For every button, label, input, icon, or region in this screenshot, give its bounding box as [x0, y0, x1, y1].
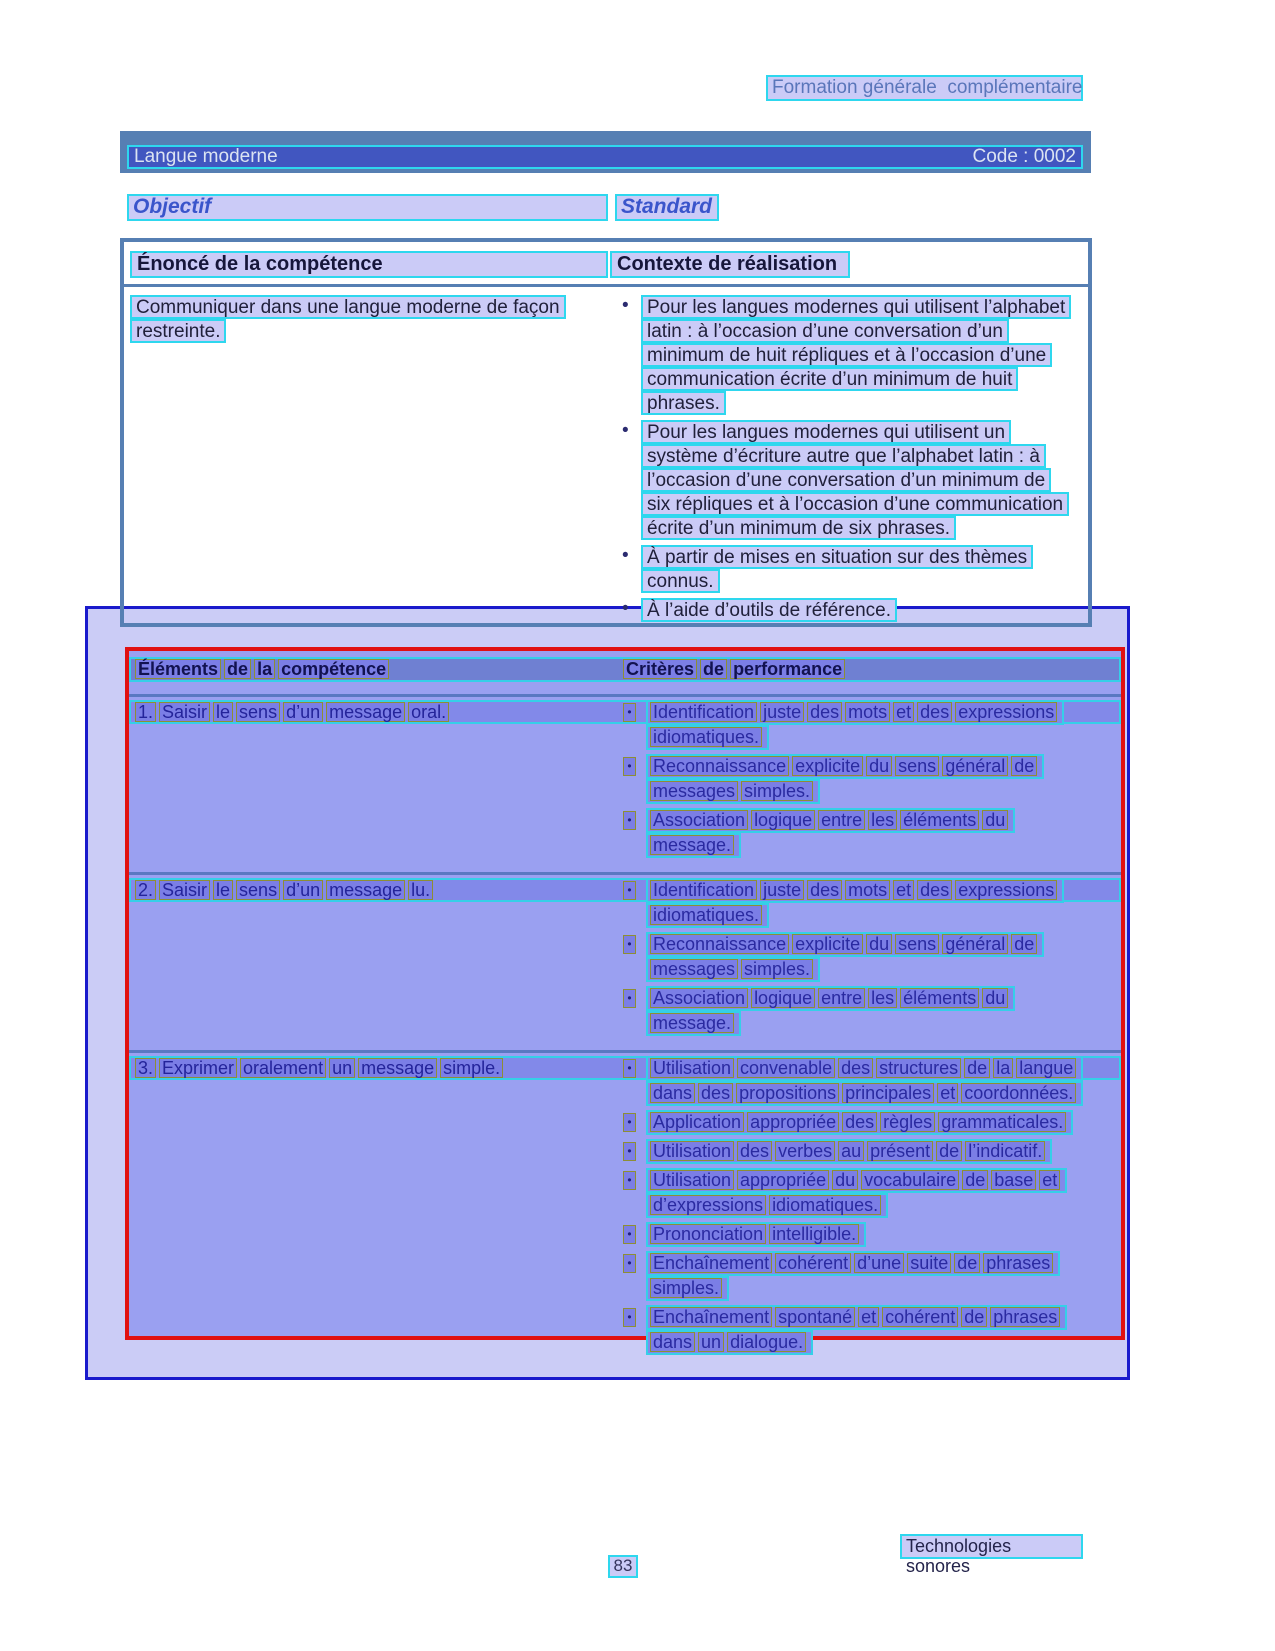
context-line: minimum de huit répliques et à l’occasion d’une	[641, 343, 1052, 367]
bullet-icon: •	[622, 295, 629, 316]
word-box: du	[866, 934, 892, 954]
bullet-icon: •	[623, 757, 636, 776]
word-box: de	[700, 659, 727, 679]
word-box: la	[993, 1058, 1013, 1078]
word-box: messages	[650, 959, 738, 979]
word-box: sens	[895, 756, 939, 776]
criteria-item	[623, 1251, 1121, 1301]
word-box: de	[1011, 934, 1037, 954]
word-box: de	[224, 659, 251, 679]
criteria-line	[646, 932, 1044, 957]
bullet-icon: •	[622, 420, 629, 441]
context-line: Pour les langues modernes qui utilisent l’alphabet	[641, 295, 1071, 319]
context-item-lines	[641, 545, 1033, 593]
context-item	[619, 545, 1088, 593]
word-box: Enchaînement	[650, 1253, 772, 1273]
context-item	[619, 295, 1088, 415]
word-box: des	[807, 880, 842, 900]
word-box: des	[807, 702, 842, 722]
criteria-line	[646, 700, 1064, 725]
word-box: message.	[650, 1013, 734, 1033]
word-box: Saisir	[159, 880, 210, 900]
context-item-lines	[641, 598, 897, 622]
header-cells	[129, 657, 1121, 680]
contexte-header: Contexte de réalisation	[610, 251, 850, 278]
criteria-line	[646, 1330, 813, 1355]
word-box: explicite	[792, 934, 863, 954]
word-box: Utilisation	[650, 1058, 734, 1078]
word-box: du	[866, 756, 892, 776]
word-box: Reconnaissance	[650, 756, 789, 776]
elements-table	[125, 647, 1125, 1352]
word-box: coordonnées.	[961, 1083, 1076, 1103]
bullet-icon: •	[623, 811, 636, 830]
word-box: idiomatiques.	[650, 727, 762, 747]
word-box: l’indicatif.	[965, 1141, 1045, 1161]
word-box: message	[326, 702, 405, 722]
word-box: le	[213, 880, 233, 900]
word-box: présent	[867, 1141, 933, 1161]
bullet-icon: •	[623, 935, 636, 954]
criteria-item-lines	[646, 986, 1015, 1036]
word-box: grammaticales.	[938, 1112, 1066, 1132]
word-box: suite	[907, 1253, 951, 1273]
word-box: Reconnaissance	[650, 934, 789, 954]
criteria-line	[646, 1011, 741, 1036]
elements-header-cell	[129, 657, 621, 680]
word-box: un	[329, 1058, 355, 1078]
header-note: Formation générale complémentaire	[766, 75, 1083, 101]
word-box: d’une	[854, 1253, 904, 1273]
contexte-header-cell	[610, 251, 1088, 284]
word-box: cohérent	[882, 1307, 958, 1327]
context-line: phrases.	[641, 391, 726, 415]
context-line: À partir de mises en situation sur des thèmes	[641, 545, 1033, 569]
word-box: principales	[842, 1083, 934, 1103]
criteria-item-lines	[646, 1168, 1067, 1218]
context-line: connus.	[641, 569, 720, 593]
word-box: de	[961, 1307, 987, 1327]
competence-table-body	[124, 287, 1088, 627]
word-box: Association	[650, 988, 748, 1008]
word-box: Association	[650, 810, 748, 830]
context-line: communication écrite d’un minimum de huit	[641, 367, 1018, 391]
context-line: écrite d’un minimum de six phrases.	[641, 516, 956, 540]
word-box: appropriée	[737, 1170, 829, 1190]
competence-table-header	[124, 242, 1088, 287]
word-box: logique	[751, 988, 815, 1008]
word-box: base	[991, 1170, 1036, 1190]
row-cells	[129, 1056, 1121, 1359]
criteria-line	[646, 725, 769, 750]
word-box: au	[838, 1141, 864, 1161]
bullet-icon: •	[623, 703, 636, 722]
word-box: propositions	[736, 1083, 839, 1103]
word-box: les	[868, 810, 897, 830]
criteria-item-lines	[646, 878, 1064, 928]
element-row	[129, 697, 1121, 872]
criteria-line	[646, 1276, 729, 1301]
word-box: messages	[650, 781, 738, 801]
criteria-item	[623, 1056, 1121, 1106]
criteria-line	[646, 986, 1015, 1011]
word-box: verbes	[775, 1141, 835, 1161]
word-box: simple.	[440, 1058, 503, 1078]
criteria-line	[646, 1193, 888, 1218]
word-box: idiomatiques.	[769, 1195, 881, 1215]
criteria-item-lines	[646, 932, 1044, 982]
criteria-item	[623, 754, 1121, 804]
criteria-item-lines	[646, 808, 1015, 858]
word-box: 1.	[135, 702, 156, 722]
word-box: un	[698, 1332, 724, 1352]
enonce-header: Énoncé de la compétence	[130, 251, 608, 278]
word-box: phrases	[983, 1253, 1053, 1273]
word-box: idiomatiques.	[650, 905, 762, 925]
page-number: 83	[608, 1555, 638, 1578]
word-box: message.	[650, 835, 734, 855]
criteria-item	[623, 1222, 1121, 1247]
word-box: simples.	[741, 959, 813, 979]
word-box: de	[962, 1170, 988, 1190]
word-box: entre	[818, 810, 865, 830]
criteria-item	[623, 1168, 1121, 1218]
bullet-icon: •	[623, 1113, 636, 1132]
word-box: Utilisation	[650, 1170, 734, 1190]
word-box: dans	[650, 1332, 695, 1352]
word-box: de	[964, 1058, 990, 1078]
context-list	[610, 295, 1088, 627]
word-box: oral.	[408, 702, 449, 722]
criteria-line	[646, 754, 1044, 779]
elements-header	[135, 657, 392, 680]
word-box: mots	[845, 702, 890, 722]
context-item-lines	[641, 420, 1069, 540]
word-box: Critères	[623, 659, 697, 679]
context-line: l’occasion d’une conversation d’un minimum de	[641, 468, 1051, 492]
word-box: et	[1039, 1170, 1060, 1190]
element-label	[135, 1056, 506, 1079]
criteria-line	[646, 1056, 1083, 1081]
word-box: juste	[760, 880, 804, 900]
word-box: sens	[895, 934, 939, 954]
element-cell	[129, 878, 621, 1040]
footer-note: Technologies sonores	[900, 1534, 1083, 1559]
criteria-line	[646, 878, 1064, 903]
criteria-line	[646, 1305, 1067, 1330]
word-box: lu.	[408, 880, 433, 900]
word-box: 2.	[135, 880, 156, 900]
word-box: des	[838, 1058, 873, 1078]
word-box: des	[917, 702, 952, 722]
bullet-icon: •	[623, 881, 636, 900]
bullet-icon: •	[622, 598, 629, 619]
criteria-item-lines	[646, 1251, 1060, 1301]
context-line: système d’écriture autre que l’alphabet latin : à	[641, 444, 1046, 468]
word-box: explicite	[792, 756, 863, 776]
word-box: du	[982, 988, 1008, 1008]
title-bar-code: Code : 0002	[972, 146, 1076, 167]
criteria-item	[623, 1110, 1121, 1135]
criteria-item	[623, 700, 1121, 750]
word-box: cohérent	[775, 1253, 851, 1273]
element-label	[135, 700, 452, 723]
word-box: la	[254, 659, 275, 679]
word-box: Identification	[650, 702, 757, 722]
statement-line: restreinte.	[130, 319, 226, 343]
word-box: expressions	[955, 880, 1057, 900]
word-box: logique	[751, 810, 815, 830]
criteria-item-lines	[646, 1139, 1052, 1164]
word-box: performance	[730, 659, 845, 679]
word-box: message	[358, 1058, 437, 1078]
word-box: spontané	[775, 1307, 855, 1327]
word-box: des	[737, 1141, 772, 1161]
element-cell	[129, 700, 621, 862]
element-row	[129, 1053, 1121, 1369]
word-box: 3.	[135, 1058, 156, 1078]
word-box: entre	[818, 988, 865, 1008]
bullet-icon: •	[623, 1059, 636, 1078]
word-box: des	[698, 1083, 733, 1103]
word-box: simples.	[741, 781, 813, 801]
word-box: règles	[880, 1112, 935, 1132]
criteria-item	[623, 878, 1121, 928]
criteria-item	[623, 1305, 1121, 1355]
row-cells	[129, 878, 1121, 1040]
word-box: du	[982, 810, 1008, 830]
word-box: sens	[236, 702, 280, 722]
criteria-line	[646, 1222, 866, 1247]
word-box: et	[893, 702, 914, 722]
word-box: Identification	[650, 880, 757, 900]
criteria-line	[646, 808, 1015, 833]
criteria-item-lines	[646, 700, 1064, 750]
row-cells	[129, 700, 1121, 862]
word-box: des	[917, 880, 952, 900]
word-box: langue	[1016, 1058, 1076, 1078]
criteria-item-lines	[646, 1110, 1073, 1135]
competence-table	[120, 238, 1092, 627]
word-box: du	[832, 1170, 858, 1190]
criteria-line	[646, 1110, 1073, 1135]
criteria-item-lines	[646, 1305, 1067, 1355]
enonce-header-cell	[124, 251, 610, 284]
word-box: sens	[236, 880, 280, 900]
word-box: général	[942, 756, 1008, 776]
criteria-line	[646, 1251, 1060, 1276]
word-box: d’un	[283, 702, 323, 722]
word-box: général	[942, 934, 1008, 954]
context-item	[619, 598, 1088, 622]
word-box: Éléments	[135, 659, 221, 679]
word-box: éléments	[900, 810, 979, 830]
context-item-lines	[641, 295, 1071, 415]
criteres-header-cell	[621, 657, 1121, 680]
criteria-cell	[621, 878, 1121, 1040]
bullet-icon: •	[623, 989, 636, 1008]
criteria-item	[623, 986, 1121, 1036]
word-box: d’expressions	[650, 1195, 766, 1215]
word-box: éléments	[900, 988, 979, 1008]
title-bar	[120, 131, 1091, 173]
word-box: vocabulaire	[861, 1170, 959, 1190]
context-item	[619, 420, 1088, 540]
criteria-item-lines	[646, 1056, 1083, 1106]
word-box: d’un	[283, 880, 323, 900]
criteria-cell	[621, 700, 1121, 862]
criteres-header	[623, 657, 848, 680]
title-bar-title: Langue moderne	[134, 146, 278, 167]
word-box: et	[937, 1083, 958, 1103]
word-box: compétence	[278, 659, 389, 679]
bullet-icon: •	[623, 1171, 636, 1190]
word-box: intelligible.	[769, 1224, 859, 1244]
context-line: six répliques et à l’occasion d’une communication	[641, 492, 1069, 516]
word-box: Enchaînement	[650, 1307, 772, 1327]
word-box: Utilisation	[650, 1141, 734, 1161]
criteria-line	[646, 833, 741, 858]
criteria-line	[646, 1139, 1052, 1164]
word-box: structures	[876, 1058, 961, 1078]
word-box: appropriée	[747, 1112, 839, 1132]
statement-line: Communiquer dans une langue moderne de façon	[130, 295, 566, 319]
criteria-line	[646, 779, 820, 804]
word-box: et	[893, 880, 914, 900]
word-box: mots	[845, 880, 890, 900]
word-box: juste	[760, 702, 804, 722]
word-box: message	[326, 880, 405, 900]
bullet-icon: •	[623, 1225, 636, 1244]
element-label	[135, 878, 436, 901]
criteria-item	[623, 1139, 1121, 1164]
word-box: Application	[650, 1112, 744, 1132]
criteria-line	[646, 1081, 1083, 1106]
context-line: À l’aide d’outils de référence.	[641, 598, 897, 622]
elements-table-header	[129, 657, 1121, 682]
criteria-item-lines	[646, 1222, 866, 1247]
criteria-line	[646, 957, 820, 982]
word-box: oralement	[240, 1058, 326, 1078]
word-box: simples.	[650, 1278, 722, 1298]
criteria-item	[623, 932, 1121, 982]
criteria-item	[623, 808, 1121, 858]
bullet-icon: •	[622, 545, 629, 566]
word-box: Saisir	[159, 702, 210, 722]
objectif-heading: Objectif	[127, 194, 608, 221]
title-bar-annotation	[127, 145, 1083, 169]
element-row	[129, 875, 1121, 1050]
word-box: de	[936, 1141, 962, 1161]
word-box: phrases	[990, 1307, 1060, 1327]
bullet-icon: •	[623, 1254, 636, 1273]
element-cell	[129, 1056, 621, 1359]
standard-heading: Standard	[615, 194, 719, 221]
context-line: Pour les langues modernes qui utilisent un	[641, 420, 1011, 444]
word-box: dans	[650, 1083, 695, 1103]
word-box: les	[868, 988, 897, 1008]
bullet-icon: •	[623, 1142, 636, 1161]
criteria-cell	[621, 1056, 1121, 1359]
word-box: Exprimer	[159, 1058, 237, 1078]
context-line: latin : à l’occasion d’une conversation d’un	[641, 319, 1009, 343]
criteria-item-lines	[646, 754, 1044, 804]
word-box: dialogue.	[727, 1332, 806, 1352]
competence-statement	[124, 295, 610, 627]
criteria-line	[646, 903, 769, 928]
bullet-icon: •	[623, 1308, 636, 1327]
word-box: et	[858, 1307, 879, 1327]
word-box: expressions	[955, 702, 1057, 722]
word-box: convenable	[737, 1058, 835, 1078]
word-box: de	[1011, 756, 1037, 776]
word-box: de	[954, 1253, 980, 1273]
word-box: le	[213, 702, 233, 722]
word-box: des	[842, 1112, 877, 1132]
criteria-line	[646, 1168, 1067, 1193]
word-box: Prononciation	[650, 1224, 766, 1244]
